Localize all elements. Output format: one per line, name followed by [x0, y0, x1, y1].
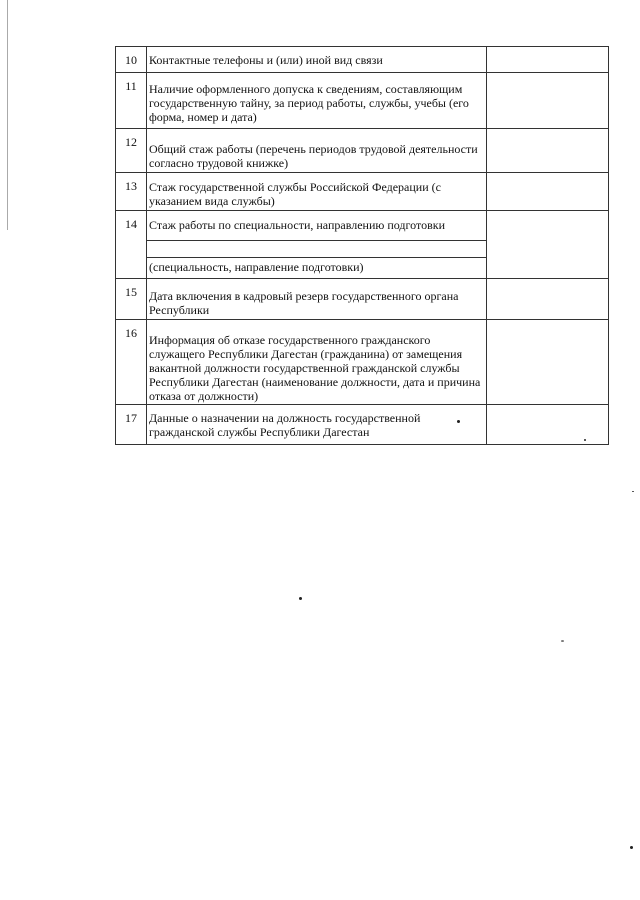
table-row — [116, 129, 609, 173]
row-description: Контактные телефоны и (или) иной вид связи — [147, 47, 487, 73]
scan-speck — [584, 439, 586, 441]
table-row — [116, 320, 609, 405]
scan-edge-mark — [7, 0, 8, 230]
row-number: 14 — [116, 211, 147, 279]
scan-speck — [630, 846, 633, 849]
row-value-cell — [487, 320, 609, 405]
row-value-cell — [487, 47, 609, 73]
row-value-cell — [487, 279, 609, 320]
row-description — [147, 211, 487, 279]
row-number: 15 — [116, 279, 147, 320]
row-value-cell — [487, 173, 609, 211]
row-value-cell — [487, 405, 609, 445]
table-row — [116, 405, 609, 445]
table-row — [116, 211, 609, 279]
row-description: Наличие оформленного допуска к сведениям, составляющим государственную тайну, за период работы, службы, учебы (его форма, номер и дата) — [147, 73, 487, 129]
scan-speck — [632, 491, 634, 492]
scan-speck — [561, 640, 564, 642]
row-description: Информация об отказе государственного гражданского служащего Республики Дагестан (гражданина) от замещения вакантной должности государственной гражданской службы Республики Дагестан (наименование должности, дата и причина отказа от должности) — [147, 320, 487, 405]
table-row — [116, 279, 609, 320]
row-number: 10 — [116, 47, 147, 73]
row-description: Данные о назначении на должность государственной гражданской службы Республики Дагестан — [147, 405, 487, 445]
scan-speck — [457, 420, 460, 423]
row-value-cell — [487, 211, 609, 279]
row-number: 17 — [116, 405, 147, 445]
row-description: Дата включения в кадровый резерв государственного органа Республики — [147, 279, 487, 320]
specialty-experience-label: Стаж работы по специальности, направлению подготовки — [147, 211, 486, 241]
row-description: Общий стаж работы (перечень периодов трудовой деятельности согласно трудовой книжке) — [147, 129, 487, 173]
row-description: Стаж государственной службы Российской Федерации (с указанием вида службы) — [147, 173, 487, 211]
row-value-cell — [487, 73, 609, 129]
row-number: 12 — [116, 129, 147, 173]
row-number: 13 — [116, 173, 147, 211]
row-number: 16 — [116, 320, 147, 405]
personnel-form-table — [115, 46, 609, 445]
row-number: 11 — [116, 73, 147, 129]
table-row — [116, 73, 609, 129]
scan-speck — [299, 597, 302, 600]
specialty-blank-line — [147, 241, 486, 258]
specialty-caption: (специальность, направление подготовки) — [149, 260, 364, 274]
table-row — [116, 47, 609, 73]
table-row — [116, 173, 609, 211]
row-value-cell — [487, 129, 609, 173]
